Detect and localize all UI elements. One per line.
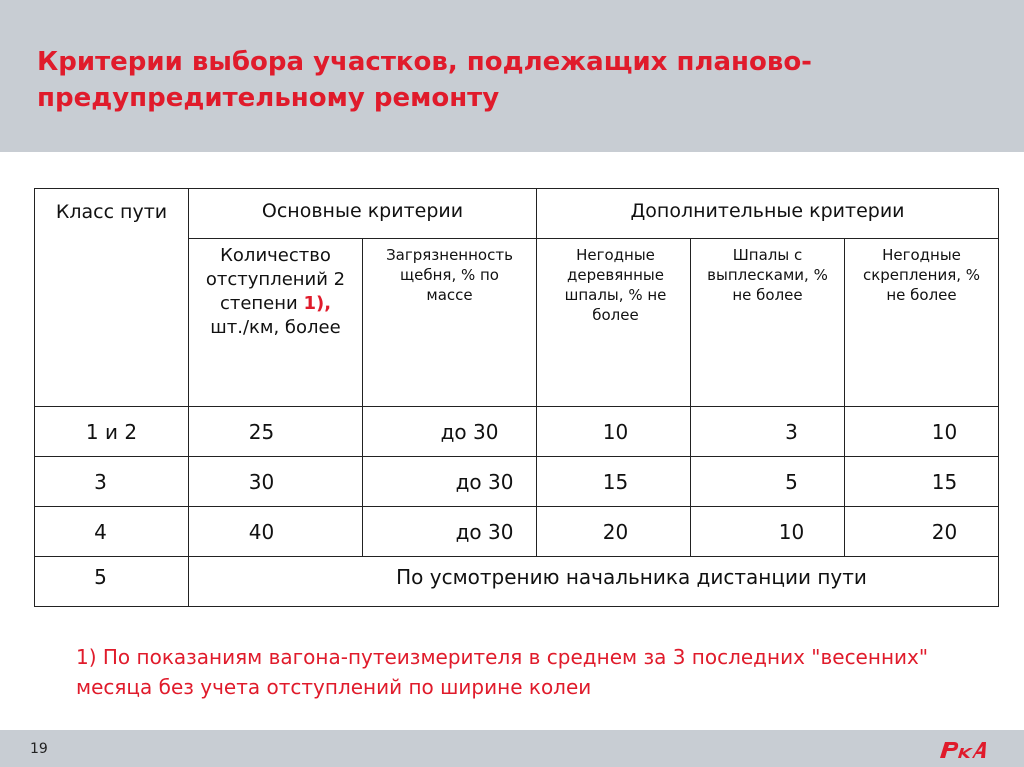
bad-fasteners-cell: 15 — [845, 457, 999, 507]
additional-criteria-header: Дополнительные критерии — [537, 189, 999, 239]
discretion-cell: По усмотрению начальника дистанции пути — [189, 557, 999, 607]
criteria-table — [34, 188, 999, 607]
page-number: 19 — [30, 741, 48, 757]
deviations-cell: 30 — [189, 457, 363, 507]
contamination-cell: до 30 — [363, 407, 537, 457]
page-title: Критерии выбора участков, подлежащих планово-предупредительному ремонту — [37, 47, 812, 113]
bad-fasteners-cell: 20 — [845, 507, 999, 557]
deviations-cell: 25 — [189, 407, 363, 457]
bad-fasteners-header: Негодные скрепления, % не более — [845, 239, 999, 407]
deviations-header-unit: шт./км, более — [210, 317, 341, 338]
table-row — [35, 457, 999, 507]
deviations-header — [189, 239, 363, 407]
bad-sleepers-cell: 10 — [537, 407, 691, 457]
table-row — [35, 407, 999, 457]
klass-cell: 4 — [35, 507, 189, 557]
bad-sleepers-cell: 15 — [537, 457, 691, 507]
splash-sleepers-header: Шпалы с выплесками, % не более — [691, 239, 845, 407]
contamination-cell: до 30 — [363, 507, 537, 557]
footnote: 1) По показаниям вагона-путеизмерителя в среднем за 3 последних "весенних" месяца без учета отступлений по ширине колеи — [76, 645, 929, 699]
contamination-header: Загрязненность щебня, % по массе — [363, 239, 537, 407]
main-criteria-header: Основные критерии — [189, 189, 537, 239]
table-header-row — [35, 189, 999, 239]
splash-sleepers-cell: 10 — [691, 507, 845, 557]
klass-cell: 1 и 2 — [35, 407, 189, 457]
splash-sleepers-cell: 3 — [691, 407, 845, 457]
klass-header: Класс пути — [35, 189, 189, 407]
splash-sleepers-cell: 5 — [691, 457, 845, 507]
deviations-cell: 40 — [189, 507, 363, 557]
rzd-logo-icon — [936, 734, 990, 762]
klass-cell: 5 — [35, 557, 189, 607]
bad-sleepers-header: Негодные деревянные шпалы, % не более — [537, 239, 691, 407]
deviations-header-text: Количество отступлений 2 степени — [205, 245, 346, 314]
footnote-marker: 1), — [303, 293, 332, 314]
title-band — [0, 0, 1024, 152]
footer-band — [0, 730, 1024, 767]
bad-sleepers-cell: 20 — [537, 507, 691, 557]
klass-cell: 3 — [35, 457, 189, 507]
contamination-cell: до 30 — [363, 457, 537, 507]
bad-fasteners-cell: 10 — [845, 407, 999, 457]
table-row-last — [35, 557, 999, 607]
table-row — [35, 507, 999, 557]
